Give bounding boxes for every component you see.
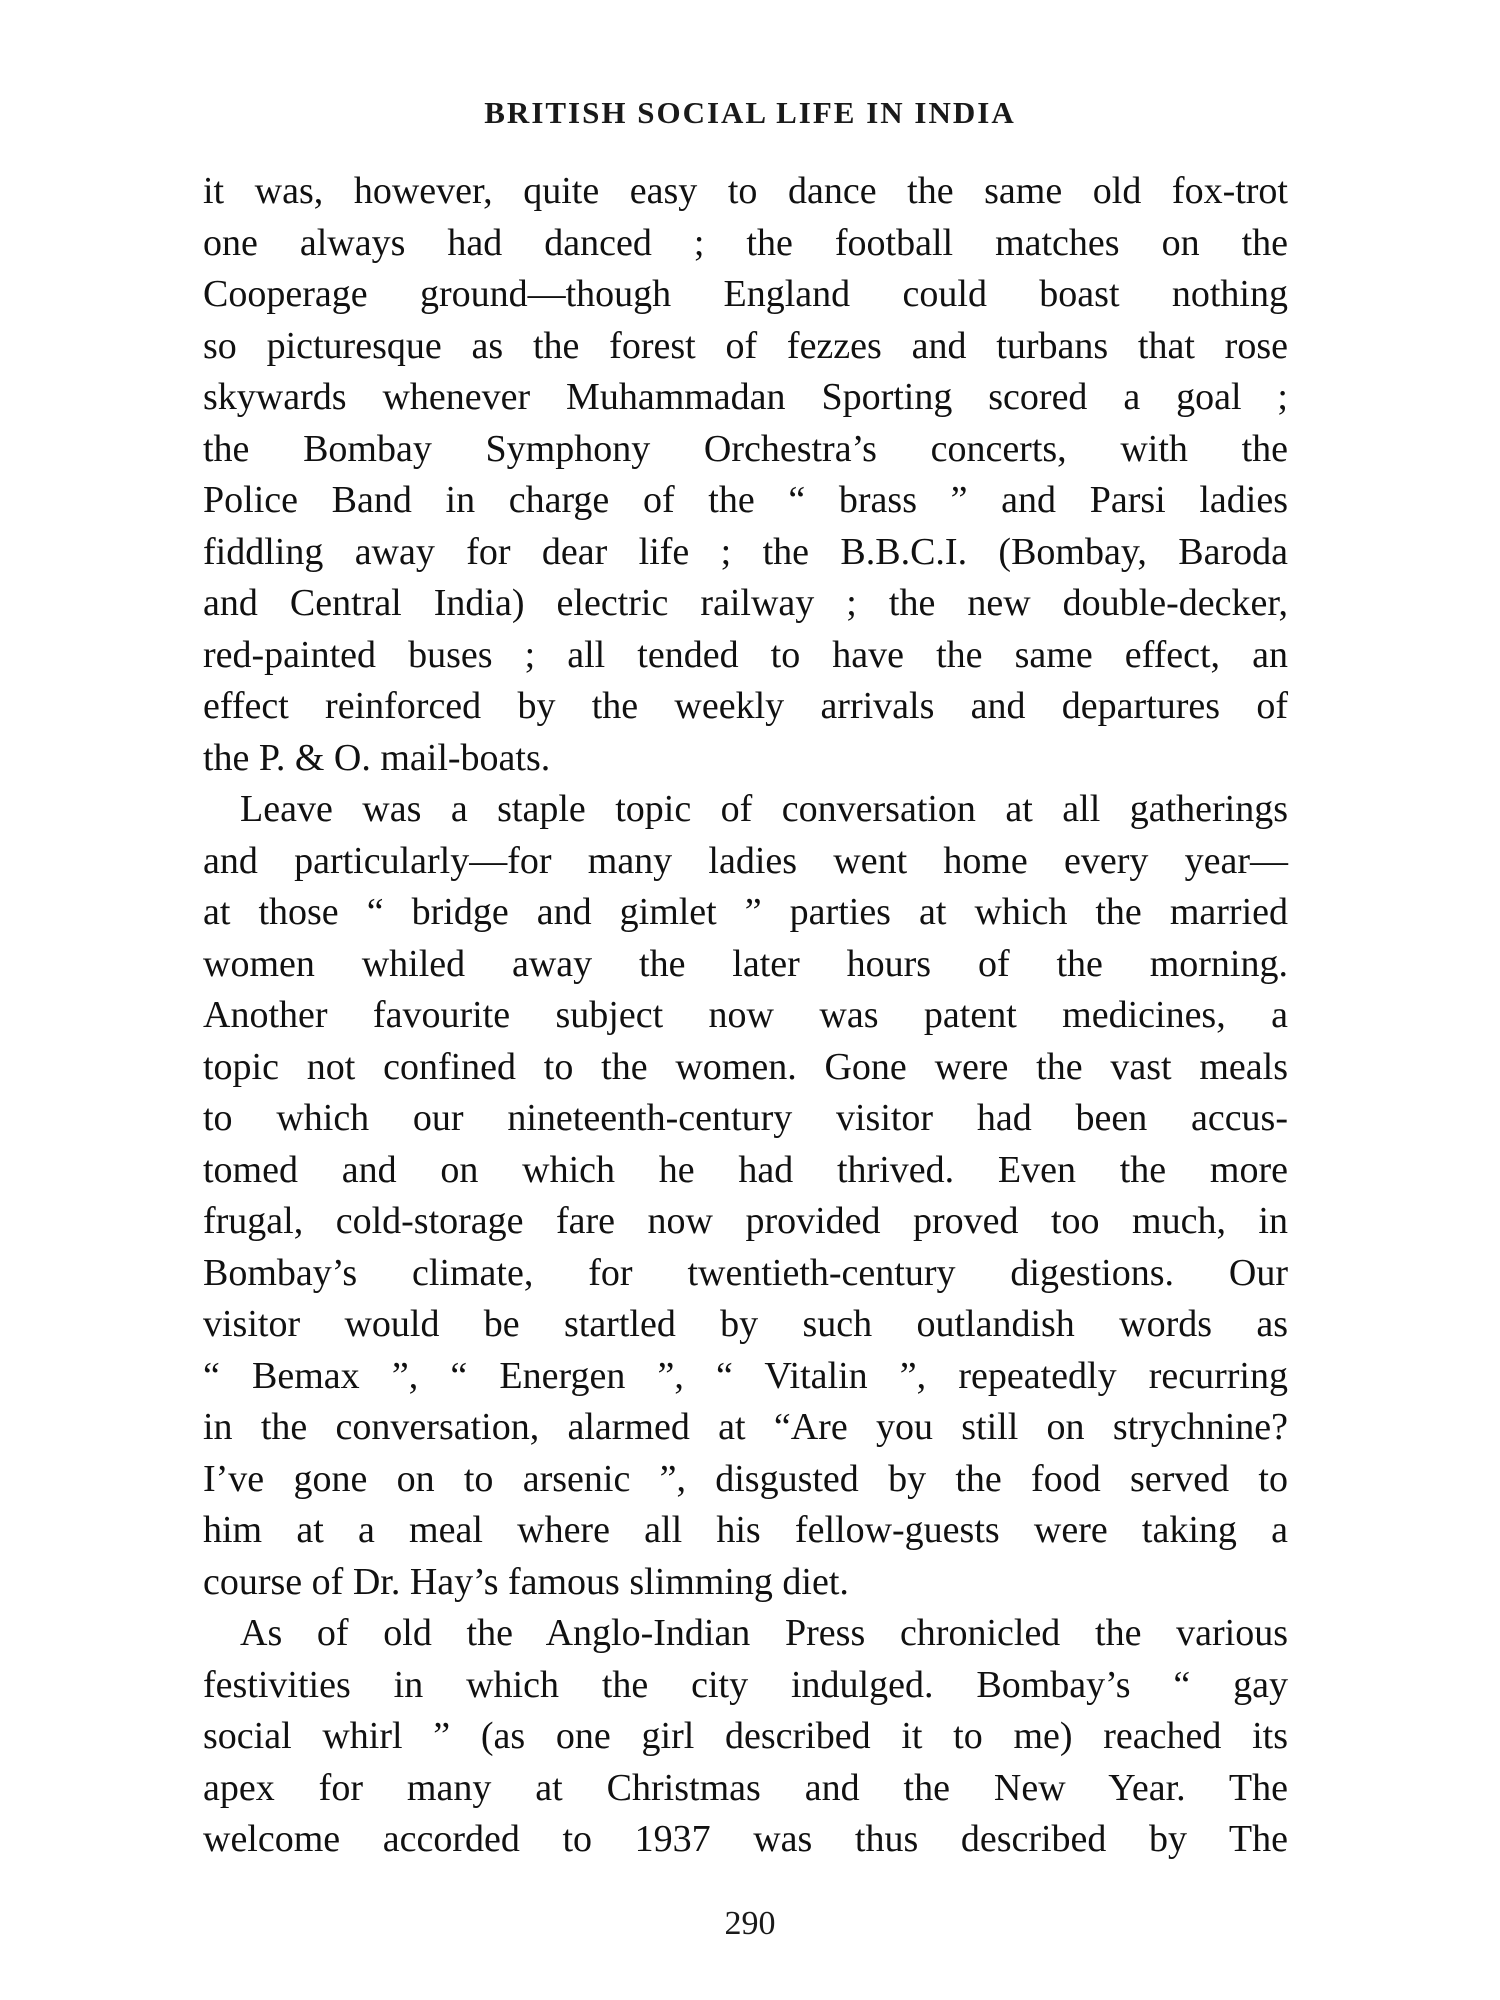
text-line-11: effect reinforced by the weekly arrivals and departures of (203, 685, 1288, 727)
text-line-21: frugal, cold-storage fare now provided proved too much, in (203, 1200, 1288, 1242)
text-line-9: and Central India) electric railway ; the new double-decker, (203, 582, 1288, 624)
text-line-14: and particularly—for many ladies went home every year— (203, 839, 1288, 882)
text-line-27: him at a meal where all his fellow-guests were taking a (203, 1509, 1288, 1551)
text-line-18: topic not confined to the women. Gone were the vast meals (203, 1045, 1288, 1088)
running-head: BRITISH SOCIAL LIFE IN INDIA (484, 95, 1016, 130)
text-line-32: apex for many at Christmas and the New Year. The (203, 1766, 1288, 1809)
text-line-17: Another favourite subject now was patent medicines, a (203, 994, 1288, 1036)
text-line-8: fiddling away for dear life ; the B.B.C.I. (Bombay, Baroda (203, 530, 1288, 573)
text-line-19: to which our nineteenth-century visitor had been accus- (203, 1097, 1288, 1139)
text-line-15: at those “ bridge and gimlet ” parties at which the married (203, 891, 1288, 933)
body-text (203, 166, 1288, 1866)
text-line-2: one always had danced ; the football matches on the (203, 221, 1288, 264)
text-line-3: Cooperage ground—though England could boast nothing (203, 273, 1288, 315)
text-line-26: I’ve gone on to arsenic ”, disgusted by the food served to (203, 1457, 1288, 1500)
text-line-5: skywards whenever Muhammadan Sporting scored a goal ; (203, 376, 1288, 418)
text-line-13: Leave was a staple topic of conversation at all gatherings (240, 788, 1288, 830)
text-line-7: Police Band in charge of the “ brass ” and Parsi ladies (203, 479, 1288, 521)
text-line-33: welcome accorded to 1937 was thus described by The (203, 1818, 1288, 1860)
page-number: 290 (724, 1905, 776, 1942)
text-line-22: Bombay’s climate, for twentieth-century digestions. Our (203, 1251, 1288, 1294)
text-line-4: so picturesque as the forest of fezzes and turbans that rose (203, 324, 1288, 367)
text-line-29: As of old the Anglo-Indian Press chronicled the various (240, 1612, 1288, 1654)
text-line-20: tomed and on which he had thrived. Even the more (203, 1148, 1288, 1191)
text-line-10: red-painted buses ; all tended to have the same effect, an (203, 633, 1288, 676)
text-line-16: women whiled away the later hours of the morning. (203, 942, 1288, 985)
text-line-23: visitor would be startled by such outlandish words as (203, 1303, 1288, 1345)
text-line-24: “ Bemax ”, “ Energen ”, “ Vitalin ”, repeatedly recurring (203, 1354, 1288, 1397)
text-line-12: the P. & O. mail-boats. (203, 736, 551, 779)
text-line-28: course of Dr. Hay’s famous slimming diet. (203, 1560, 849, 1603)
text-line-6: the Bombay Symphony Orchestra’s concerts, with the (203, 427, 1288, 470)
text-line-25: in the conversation, alarmed at “Are you still on strychnine? (203, 1406, 1288, 1448)
text-line-31: social whirl ” (as one girl described it to me) reached its (203, 1715, 1288, 1757)
text-line-1: it was, however, quite easy to dance the same old fox-trot (203, 170, 1288, 212)
text-line-30: festivities in which the city indulged. Bombay’s “ gay (203, 1663, 1288, 1706)
